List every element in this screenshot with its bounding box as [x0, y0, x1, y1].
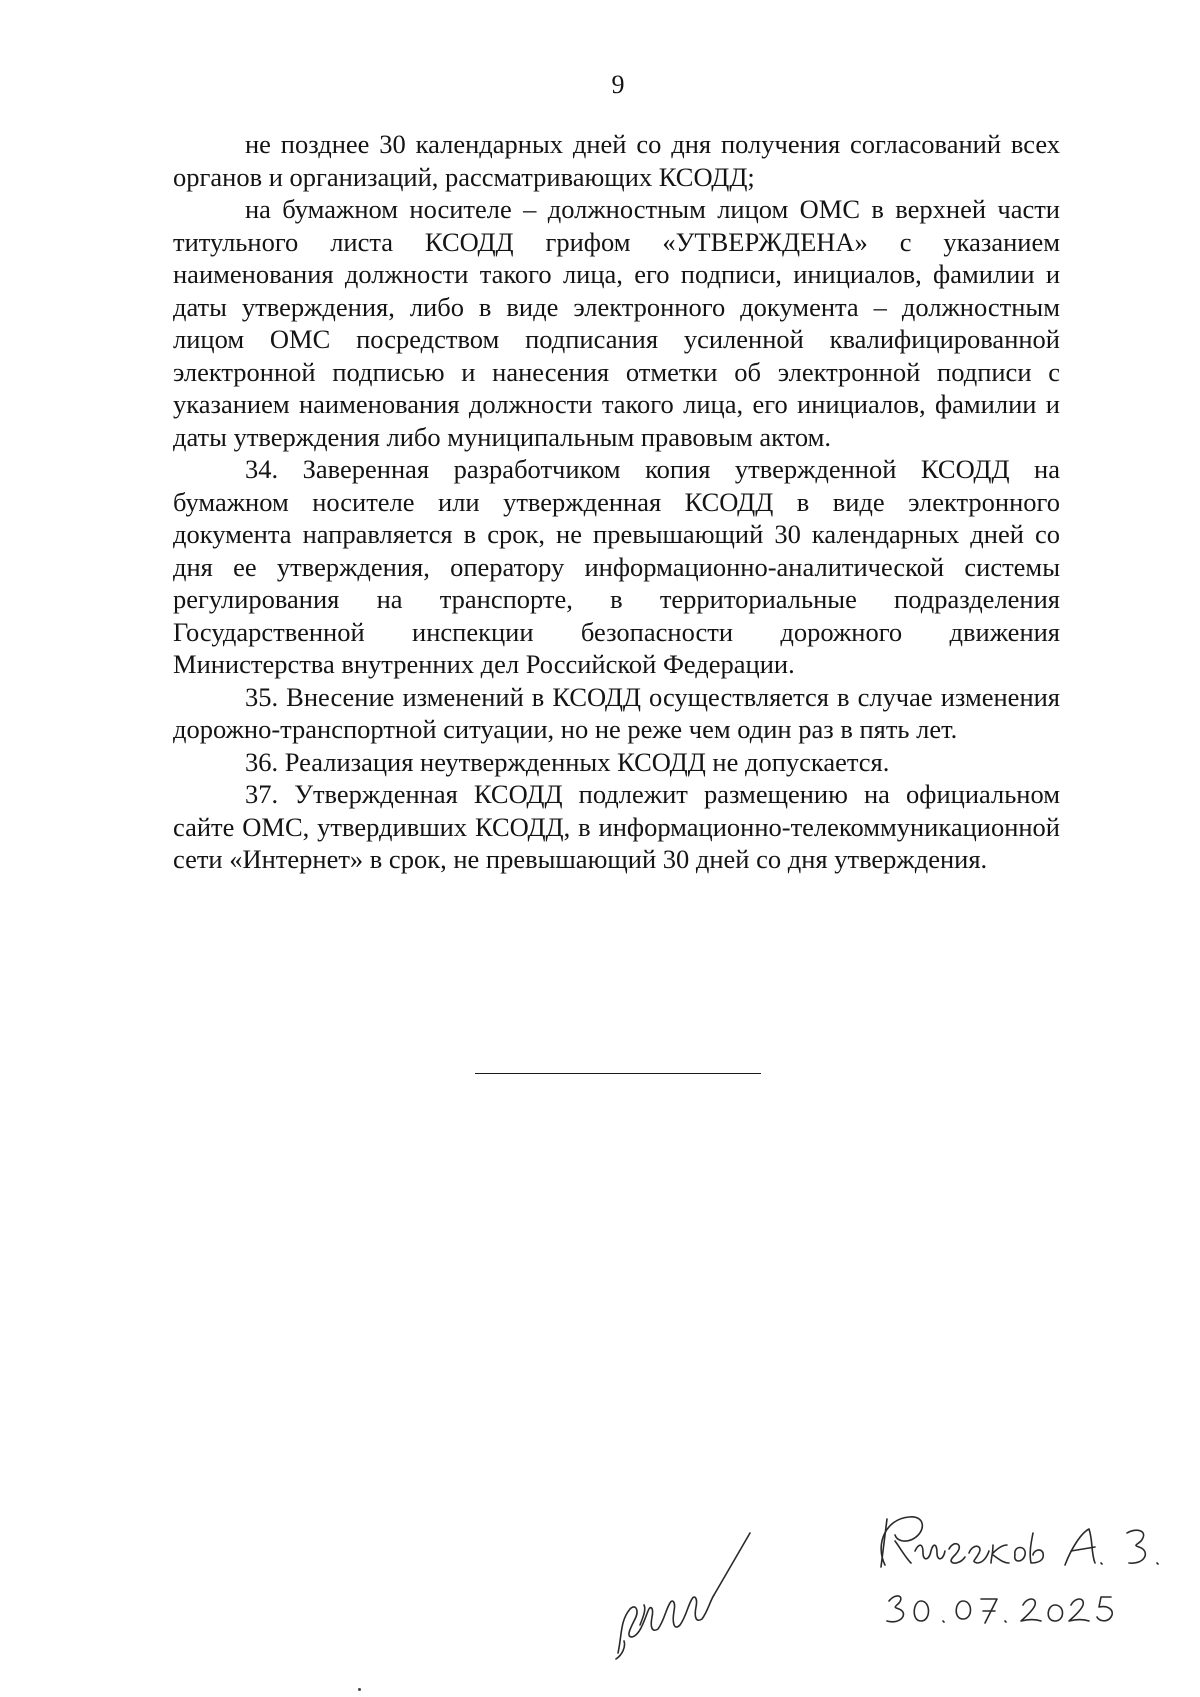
paragraph-item-34: 34. Заверенная разработчиком копия утвержденной КСОДД на бумажном носителе или утвержденная КСОДД в виде электронного документа направляется в срок, не превышающий 30 календарных дней со дня ее утверждения, оператору информационно-аналитической системы регулирования на транспорте, в территориальные подразделения Государственной инспекции безопасности дорожного движения Министерства внутренних дел Российской Федерации.: [173, 454, 1060, 679]
end-of-document-rule: [475, 1073, 761, 1074]
paragraph-item-37: 37. Утвержденная КСОДД подлежит размещению на официальном сайте ОМС, утвердивших КСОДД, в информационно-телекоммуникационной сети «Интернет» в срок, не превышающий 30 дней со дня утверждения.: [173, 779, 1060, 874]
document-body: [173, 128, 1060, 876]
paragraph-item-35: 35. Внесение изменений в КСОДД осуществляется в случае изменения дорожно-транспортной ситуации, но не реже чем один раз в пять лет.: [173, 681, 1060, 744]
paragraph-item-36: 36. Реализация неутвержденных КСОДД не допускается.: [245, 746, 890, 777]
paragraph-deadline: не позднее 30 календарных дней со дня получения согласований всех органов и организаций, рассматривающих КСОДД;: [173, 129, 1060, 192]
scan-speck: [358, 1688, 361, 1691]
handwritten-initials-signature: [600, 1525, 770, 1665]
handwritten-name-and-date: [865, 1505, 1195, 1635]
page-number: 9: [611, 70, 625, 99]
paragraph-approval-method: на бумажном носителе – должностным лицом ОМС в верхней части титульного листа КСОДД грифом «УТВЕРЖДЕНА» с указанием наименования должности такого лица, его подписи, инициалов, фамилии и даты утверждения, либо в виде электронного документа – должностным лицом ОМС посредством подписания усиленной квалифицированной электронной подписью и нанесения отметки об электронной подписи с указанием наименования должности такого лица, его инициалов, фамилии и даты утверждения либо муниципальным правовым актом.: [173, 194, 1060, 452]
